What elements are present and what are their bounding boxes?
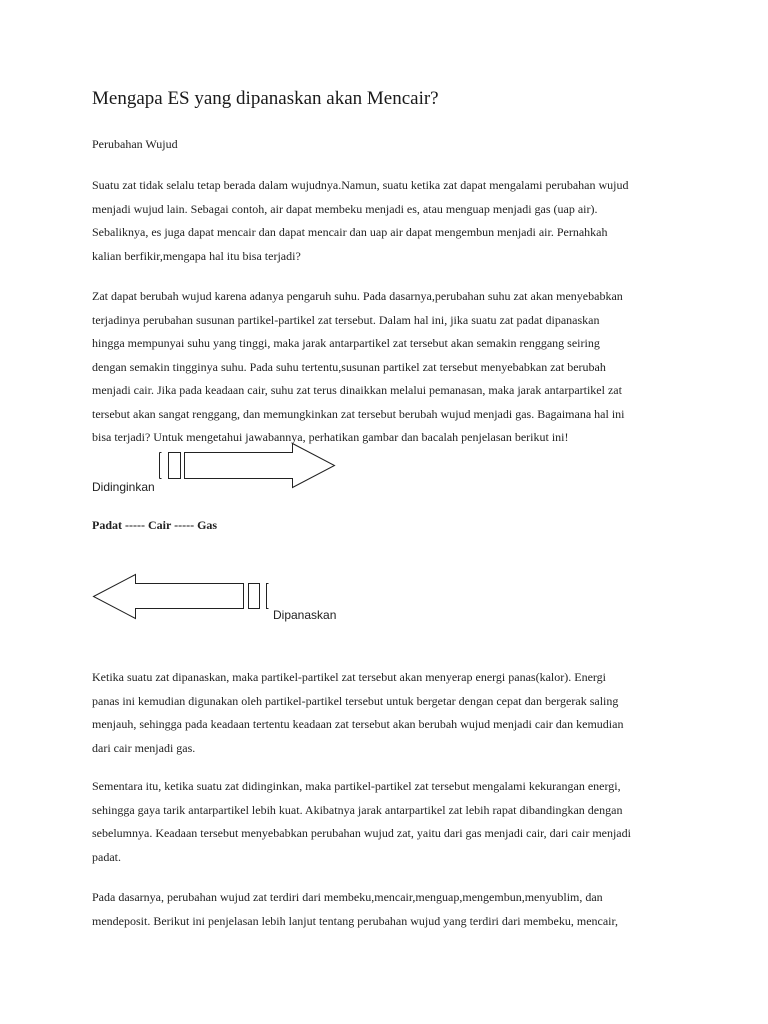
heated-label: Dipanaskan (273, 608, 337, 622)
paragraph-line: terjadinya perubahan susunan partikel-partikel zat tersebut. Dalam hal ini, jika suatu zat padat dipanaskan (92, 312, 600, 327)
paragraph-5 (92, 886, 692, 933)
phase-gas: Gas (197, 518, 218, 532)
paragraph-line: panas ini kemudian digunakan oleh partikel-partikel tersebut untuk bergetar dengan cepat dan bergerak saling (92, 693, 619, 708)
paragraph-line: menjadi cair. Jika pada keadaan cair, suhu zat terus dinaikkan melalui pemanasan, maka jarak antarpartikel zat (92, 383, 622, 397)
paragraph-line: Ketika suatu zat dipanaskan, maka partikel-partikel zat tersebut akan menyerap energi panas(kalor). Energi (92, 670, 607, 684)
phase-liquid: Cair (147, 518, 172, 532)
paragraph-line: kalian berfikir,mengapa hal itu bisa terjadi? (92, 248, 301, 263)
paragraph-line: Zat dapat berubah wujud karena adanya pengaruh suhu. Pada dasarnya,perubahan suhu zat akan menyebabkan (92, 289, 623, 303)
paragraph-line: sehingga gaya tarik antarpartikel lebih kuat. Akibatnya jarak antarpartikel zat lebih rapat dibandingkan dengan (92, 802, 623, 817)
paragraph-4 (92, 775, 692, 869)
paragraph-line: hingga mempunyai suhu yang tinggi, maka jarak antarpartikel zat tersebut akan semakin renggang seiring (92, 336, 600, 350)
paragraph-line: sebelumnya. Keadaan tersebut menyebabkan perubahan wujud zat, yaitu dari gas menjadi cair, dari cair menjadi (92, 826, 631, 840)
paragraph-line: tersebut akan sangat renggang, dan memungkinkan zat tersebut berubah wujud menjadi gas. Bagaimana hal ini (92, 406, 625, 421)
document-title: Mengapa ES yang dipanaskan akan Mencair? (92, 88, 439, 109)
paragraph-line: padat. (92, 849, 121, 864)
paragraph-3 (92, 666, 692, 760)
phase-solid: Padat (92, 518, 122, 532)
left-arrow-icon (90, 572, 272, 622)
paragraph-line: menjadi wujud lain. Sebagai contoh, air dapat membeku menjadi es, atau menguap menjadi gas (uap air). (92, 201, 598, 216)
paragraph-1 (92, 174, 692, 268)
paragraph-line: Suatu zat tidak selalu tetap berada dalam wujudnya.Namun, suatu ketika zat dapat mengalami perubahan wujud (92, 178, 629, 192)
paragraph-2 (92, 285, 692, 450)
cooled-label: Didinginkan (92, 480, 155, 494)
paragraph-line: mendeposit. Berikut ini penjelasan lebih lanjut tentang perubahan wujud yang terdiri dari membeku, mencair, (92, 913, 619, 928)
paragraph-line: Pada dasarnya, perubahan wujud zat terdiri dari membeku,mencair,menguap,mengembun,menyublim, dan (92, 890, 603, 904)
phase-separator: ----- (125, 518, 145, 532)
paragraph-line: menjauh, sehingga pada keadaan tertentu keadaan zat tersebut akan berubah wujud menjadi cair dan kemudian (92, 717, 624, 731)
phase-sequence (92, 518, 217, 533)
section-subtitle: Perubahan Wujud (92, 137, 178, 151)
phase-separator: ----- (174, 518, 195, 532)
paragraph-line: Sebaliknya, es juga dapat mencair dan dapat mencair dan uap air dapat mengembun menjadi air. Pernahkah (92, 225, 608, 239)
paragraph-line: bisa terjadi? Untuk mengetahui jawabannya, perhatikan gambar dan bacalah penjelasan berikut ini! (92, 430, 569, 444)
right-arrow-icon (156, 442, 338, 490)
paragraph-line: dari cair menjadi gas. (92, 740, 196, 755)
paragraph-line: dengan semakin tingginya suhu. Pada suhu tertentu,susunan partikel zat tersebut menyebabkan zat berubah (92, 359, 606, 374)
paragraph-line: Sementara itu, ketika suatu zat didinginkan, maka partikel-partikel zat tersebut mengalami kekurangan energi, (92, 779, 621, 793)
